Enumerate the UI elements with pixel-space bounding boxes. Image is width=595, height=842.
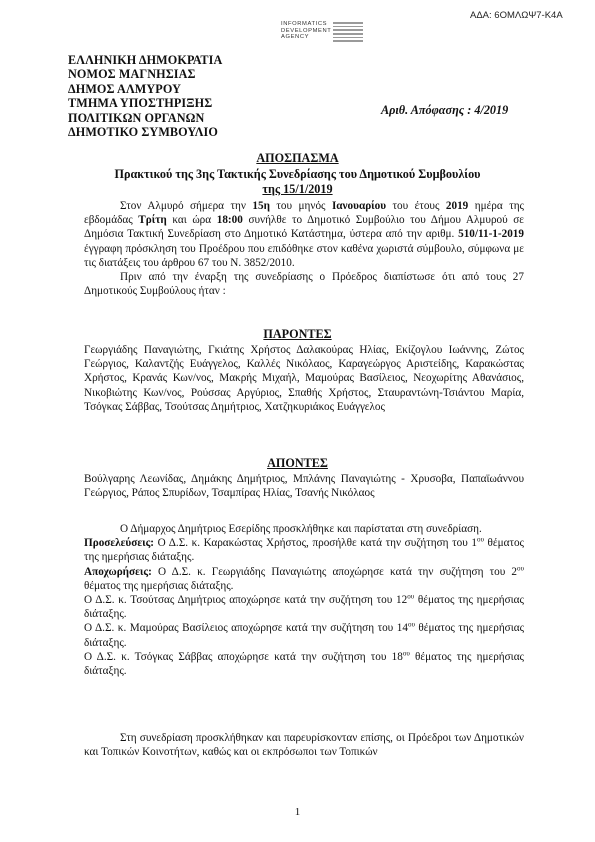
arrivals-paragraph: Προσελεύσεις: Ο Δ.Σ. κ. Καρακώστας Χρήστος, προσήλθε κατά την συζήτηση του $1^{o\upsilon}$ θέματος της ημερήσιας διάταξης. [84, 535, 524, 564]
document-title: ΑΠΟΣΠΑΣΜΑ [256, 151, 339, 165]
informatics-agency-logo [281, 21, 363, 51]
header-line: ΔΗΜΟΣ ΑΛΜΥΡΟΥ [68, 81, 181, 96]
departure-item: Ο Δ.Σ. κ. Τσόγκας Σάββας αποχώρησε κατά την συζήτηση του $18^{o\upsilon}$ θέματος της ημερήσιας διάταξης. [84, 649, 524, 678]
departure-item: Ο Δ.Σ. κ. Μαμούρας Βασίλειος αποχώρησε κατά την συζήτηση του $14^{o\upsilon}$ θέματος της ημερήσιας διάταξης. [84, 620, 524, 649]
departure-item: Ο Δ.Σ. κ. Τσούτσας Δημήτριος αποχώρησε κατά την συζήτηση του $12^{o\upsilon}$ θέματος της ημερήσιας διάταξης. [84, 592, 524, 621]
departures-paragraph: Αποχωρήσεις: Ο Δ.Σ. κ. Γεωργιάδης Παναγιώτης αποχώρησε κατά την συζήτηση του $2^{o\upsilon}$ θέματος της ημερήσιας διάταξης. [84, 563, 524, 592]
logo-line: AGENCY [281, 34, 310, 41]
mayor-paragraph: Ο Δήμαρχος Δημήτριος Εσερίδης προσκλήθηκε και παρίσταται στη συνεδρίαση. [120, 523, 482, 535]
logo-fine-print [333, 22, 363, 44]
document-subtitle: Πρακτικού της 3ης Τακτικής Συνεδρίασης του Δημοτικού Συμβουλίου [114, 167, 481, 181]
session-date: της 15/1/2019 [262, 182, 333, 196]
logo-line: INFORMATICS [281, 21, 328, 27]
ada-code: ΑΔΑ: 6ΟΜΛΩΨ7-Κ4Α [470, 10, 563, 21]
header-line: ΔΗΜΟΤΙΚΟ ΣΥΜΒΟΥΛΙΟ [68, 125, 218, 140]
decision-number: Αριθ. Απόφασης : 4/2019 [381, 103, 509, 117]
header-line: ΕΛΛΗΝΙΚΗ ΔΗΜΟΚΡΑΤΙΑ [68, 53, 223, 67]
opening-paragraph: Στον Αλμυρό σήμερα την 15η του μηνός Ιανουαρίου του έτους 2019 ημέρα της εβδομάδας Τρίτη και ώρα 18:00 συνήλθε το Δημοτικό Συμβούλιο του Δήμου Αλμυρού σε Δημόσια Τακτική Συνεδρίαση στο Δημοτικό Κατάστημα, ύστερα από την αριθμ. 510/11-1-2019 έγγραφη πρόσκληση του Προέδρου που επιδόθηκε στον καθένα χωριστά σύμβουλο, σύμφωνα με τις διατάξεις του άρθρου 67 του Ν. 3852/2010. Πριν από την έναρξη της συνεδρίασης ο Πρόεδρος διαπίστωσε ότι από τους 27 Δημοτικούς Συμβούλους ήταν : [84, 200, 524, 298]
closing-paragraph: Στη συνεδρίαση προσκλήθηκαν και παρευρίσκονταν επίσης, οι Πρόεδροι των Δημοτικών και Τοπικών Κοινοτήτων, καθώς και οι εκπρόσωποι των Τοπικών [84, 732, 524, 759]
header-line: ΝΟΜΟΣ ΜΑΓΝΗΣΙΑΣ [68, 67, 196, 82]
page-number: 1 [294, 806, 301, 818]
issuer-header [68, 53, 222, 139]
attendance-notes [84, 522, 524, 678]
absent-list: Βούλγαρης Λεωνίδας, Δημάκης Δημήτριος, Μπλάνης Παναγιώτης - Χρυσοβα, Παπαϊωάννου Γεώργιος, Ράπος Σπυρίδων, Τσαμπίρας Ηλίας, Τσανής Νικόλαος [84, 473, 524, 500]
header-line: ΠΟΛΙΤΙΚΩΝ ΟΡΓΑΝΩΝ [68, 110, 205, 125]
quorum-paragraph: Πριν από την έναρξη της συνεδρίασης ο Πρόεδρος διαπίστωσε ότι από τους 27 Δημοτικούς Συμβούλους ήταν : [84, 271, 524, 298]
header-line: ΤΜΗΜΑ ΥΠΟΣΤΗΡΙΞΗΣ [68, 96, 213, 111]
present-list: Γεωργιάδης Παναγιώτης, Γκιάτης Χρήστος Δαλακούρας Ηλίας, Εκίζογλου Ιωάννης, Ζώτος Γεώργιος, Καλαντζής Ευάγγελος, Καλλές Νικόλαος, Καραγεώργος Αριστείδης, Καρακώστας Χρήστος, Κρανάς Κων/νος, Μακρής Μιχαήλ, Μαμούρας Βασίλειος, Νεοχωρίτης Αθανάσιος, Νικοβιώτης Κων/νος, Ρούσσας Αργύριος, Σπαθής Χρήστος, Σταυραντώνη-Τσιάντου Μαρία, Τσόγκας Σάββας, Τσούτσας Δημήτριος, Χατζηκυριάκος Ευάγγελος [84, 344, 524, 413]
present-heading: ΠΑΡΟΝΤΕΣ [263, 327, 332, 341]
logo-line: DEVELOPMENT [281, 27, 332, 34]
absent-heading: ΑΠΟΝΤΕΣ [267, 456, 328, 470]
